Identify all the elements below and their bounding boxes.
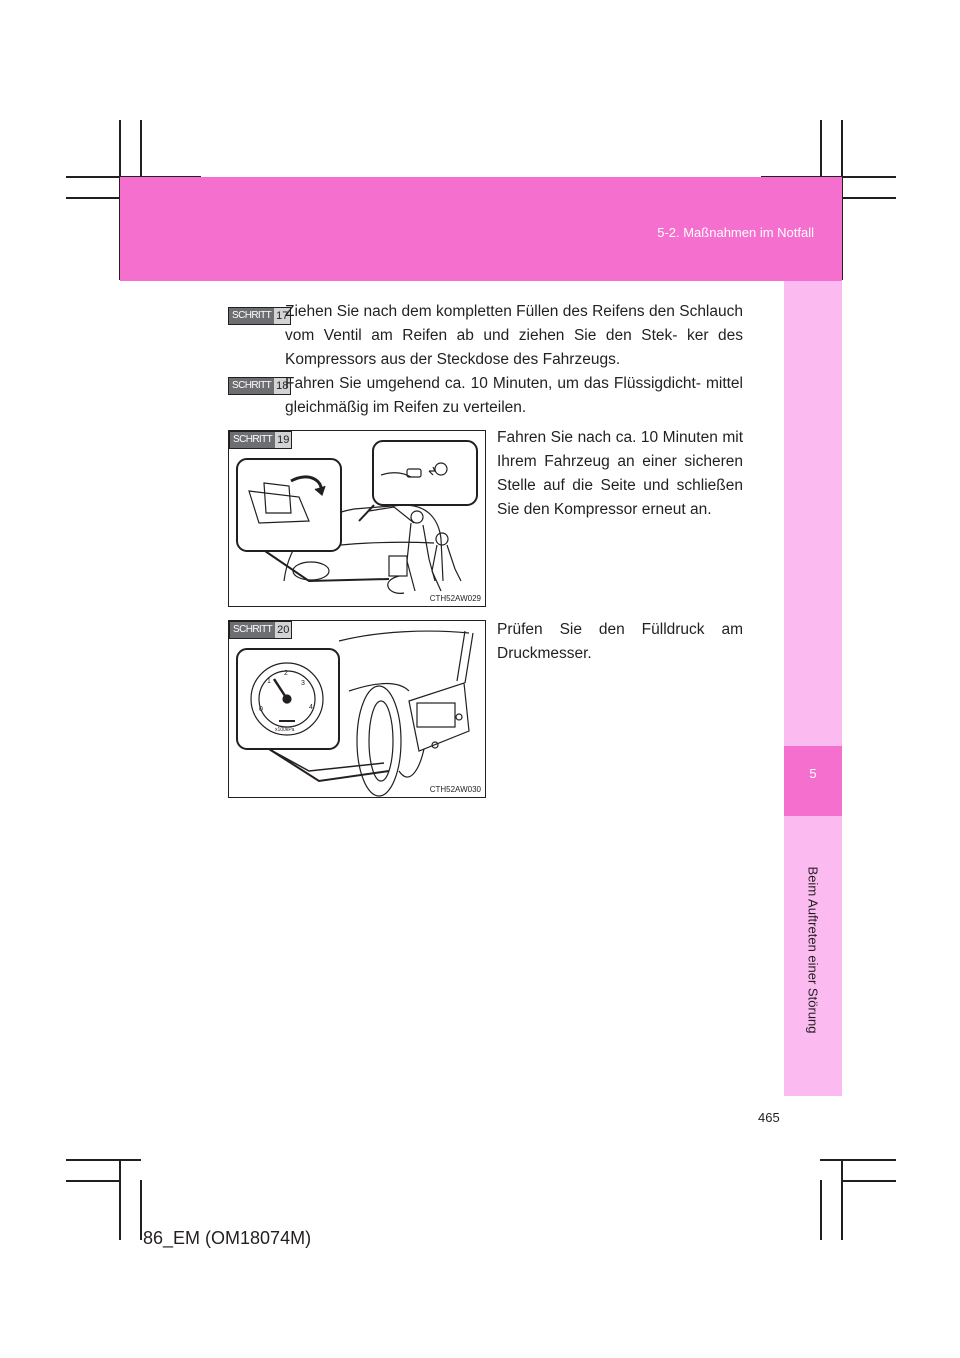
step-badge-label: SCHRITT [230,622,275,638]
step-badge-label: SCHRITT [230,432,275,448]
step-badge-18 [228,377,291,395]
gauge-tick-2: 2 [284,670,288,677]
step-17-text: Ziehen Sie nach dem kompletten Füllen des Reifens den Schlauch vom Ventil am Reifen ab und ziehen Sie den Stek- ker des Kompressors aus der Steckdose des Fahrzeugs. [285,303,743,368]
illustration-pressure-gauge [229,621,485,797]
gauge-tick-1: 1 [267,678,271,685]
step-badge-label: SCHRITT [229,378,274,394]
crop-mark [842,1180,896,1182]
crop-mark [66,1180,120,1182]
crop-mark [140,1180,142,1240]
header-band [120,177,842,281]
crop-mark [119,1160,121,1240]
figure-code: CTH52AW029 [429,594,481,603]
step-badge-17 [228,307,291,325]
gauge-tick-0: 0 [259,706,263,713]
step-19-text: Fahren Sie nach ca. 10 Minuten mit Ihrem Fahrzeug an einer sicheren Stelle auf die Seite und schließen Sie den Kompressor erneut an. [497,429,743,518]
step-badge-number: 20 [277,624,290,636]
chapter-title: Beim Auftreten einer Störung [805,866,821,1034]
chapter-number: 5 [809,766,817,781]
step-badge-20 [229,621,292,639]
step-20-text: Prüfen Sie den Fülldruck am Druckmesser. [497,621,743,662]
crop-mark [66,1159,141,1161]
figure-step-20 [228,620,486,798]
section-title: 5-2. Maßnahmen im Notfall [657,225,814,240]
figure-code: CTH52AW030 [429,785,481,794]
step-badge-19 [229,431,292,449]
page-number: 465 [758,1110,780,1125]
crop-mark [820,1180,822,1240]
step-badge-number: 18 [276,380,289,392]
step-badge-number: 19 [277,434,290,446]
chapter-number-box [784,746,842,816]
crop-mark [841,1160,843,1240]
crop-mark [820,1159,896,1161]
crop-mark [66,197,120,199]
illustration-reconnect-compressor [229,431,485,606]
step-18-text: Fahren Sie umgehend ca. 10 Minuten, um das Flüssigdicht- mittel gleichmäßig im Reifen zu verteilen. [285,375,743,416]
step-badge-label: SCHRITT [229,308,274,324]
gauge-tick-3: 3 [301,680,305,687]
document-code: 86_EM (OM18074M) [143,1228,312,1248]
figure-step-19 [228,430,486,607]
step-badge-number: 17 [276,310,289,322]
gauge-unit: x100kPa [275,727,295,733]
crop-mark [842,197,896,199]
gauge-tick-4: 4 [309,704,313,711]
